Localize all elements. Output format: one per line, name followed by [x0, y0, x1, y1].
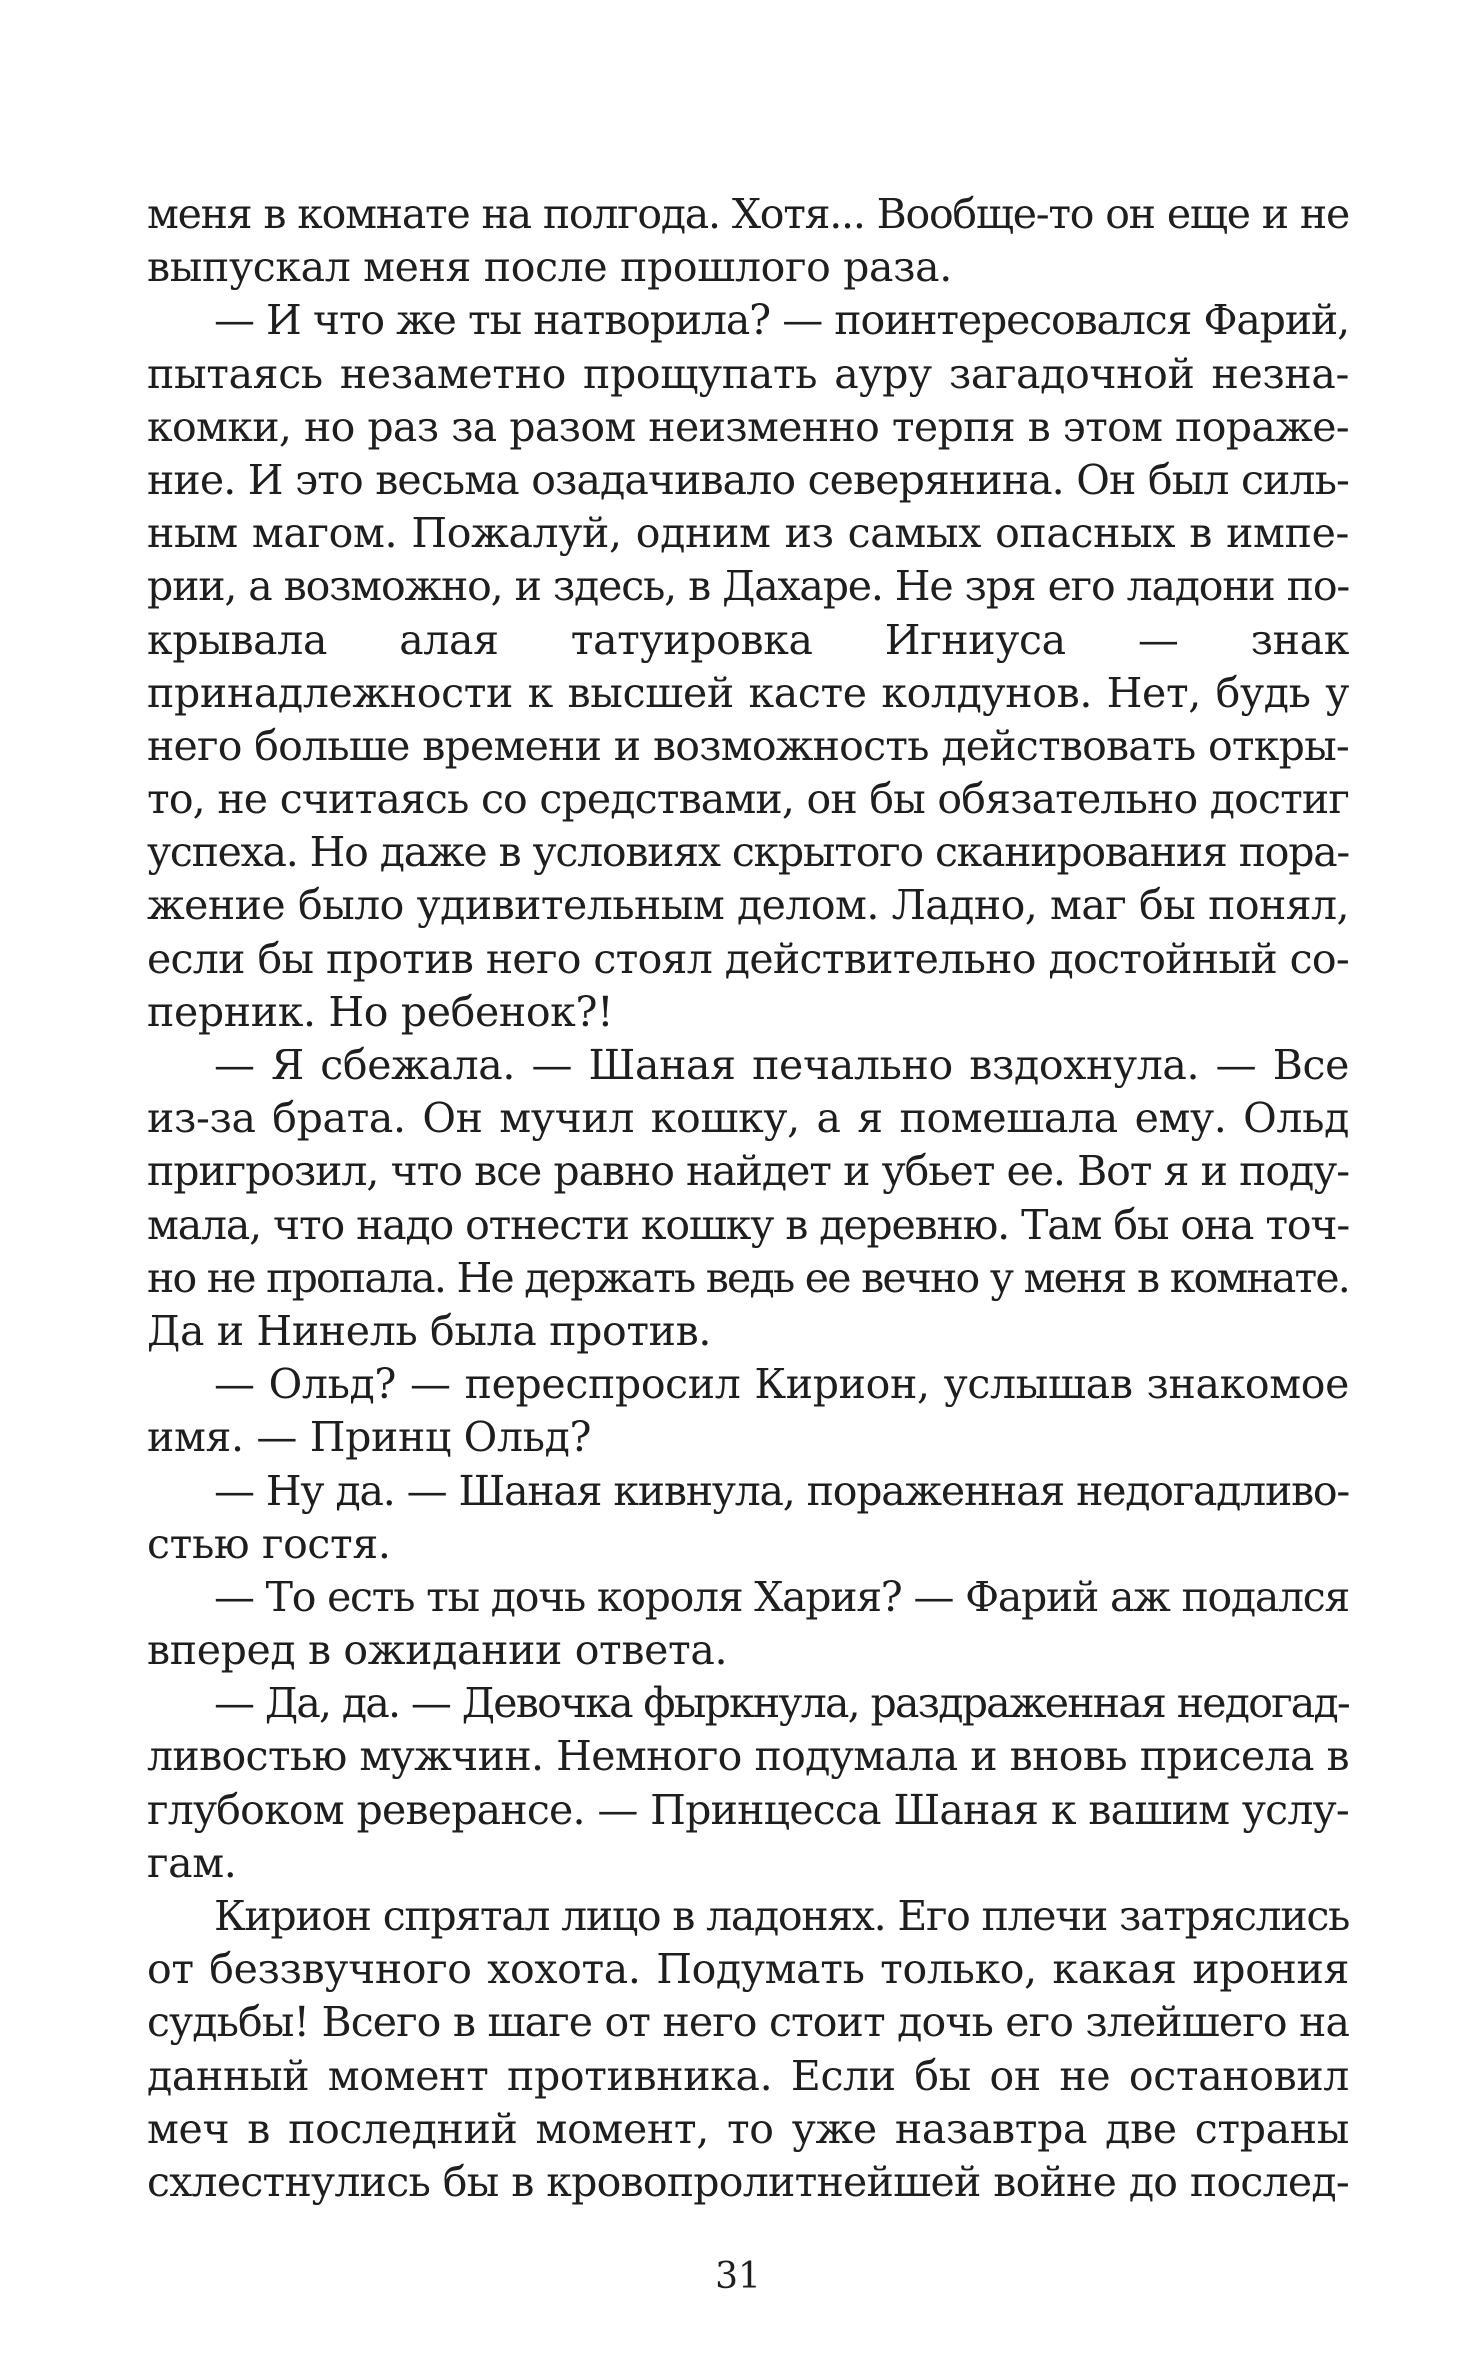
text-line: — Я сбежала. — Шаная печально вздохнула. — Все	[214, 1041, 1349, 1089]
text-line: вперед в ожидании ответа.	[147, 1626, 728, 1675]
text-line: перник. Но ребенок?!	[147, 987, 614, 1036]
text-line: имя. — Принц Ольд?	[147, 1413, 592, 1462]
text-line: ливостью мужчин. Немного подумала и вновь присела в	[147, 1732, 1349, 1781]
text-line: то, не считаясь со средствами, он бы обязательно достиг	[147, 775, 1349, 824]
text-line: гам.	[147, 1838, 237, 1887]
text-line: меня в комнате на полгода. Хотя... Вообще-то он еще и не	[147, 190, 1349, 238]
text-line: жение было удивительным делом. Ладно, маг бы понял,	[147, 881, 1349, 930]
text-line: ным магом. Пожалуй, одним из самых опасных в импе-	[147, 509, 1349, 558]
text-line: мала, что надо отнести кошку в деревню. Там бы она точ-	[147, 1200, 1349, 1249]
text-line: Да и Нинель была против.	[147, 1306, 712, 1355]
page-number: 31	[715, 2256, 761, 2297]
text-line: — Ну да. — Шаная кивнула, пораженная недогадливо-	[214, 1466, 1349, 1515]
text-line: — Да, да. — Девочка фыркнула, раздраженная недогад-	[214, 1679, 1349, 1728]
text-line: — Ольд? — переспросил Кирион, услышав знакомое	[214, 1360, 1349, 1409]
text-line: глубоком реверансе. — Принцесса Шаная к вашим услу-	[147, 1785, 1349, 1834]
book-page-text	[147, 188, 1349, 2209]
text-line: схлестнулись бы в кровопролитнейшей войне до послед-	[147, 2157, 1349, 2206]
text-line: ние. И это весьма озадачивало северянина. Он был силь-	[147, 455, 1349, 504]
text-line: меч в последний момент, то уже назавтра две страны	[147, 2104, 1349, 2153]
text-line: рии, а возможно, и здесь, в Дахаре. Не зря его ладони по-	[147, 562, 1349, 611]
text-line: комки, но раз за разом неизменно терпя в этом пораже-	[147, 402, 1349, 451]
text-line: от беззвучного хохота. Подумать только, какая ирония	[147, 1945, 1349, 1994]
text-line: пытаясь незаметно прощупать ауру загадочной незна-	[147, 349, 1349, 398]
text-line: из-за брата. Он мучил кошку, а я помешала ему. Ольд	[147, 1094, 1349, 1143]
text-line: него больше времени и возможность действовать откры-	[147, 721, 1349, 770]
text-line: — То есть ты дочь короля Хария? — Фарий аж подался	[214, 1572, 1349, 1621]
text-line: но не пропала. Не держать ведь ее вечно у меня в комнате.	[147, 1253, 1349, 1302]
text-line: пригрозил, что все равно найдет и убьет ее. Вот я и поду-	[147, 1147, 1349, 1196]
text-line: судьбы! Всего в шаге от него стоит дочь его злейшего на	[147, 1998, 1349, 2047]
text-line: стью гостя.	[147, 1519, 391, 1568]
text-line: — И что же ты натворила? — поинтересовался Фарий,	[214, 296, 1349, 345]
text-line: Кирион спрятал лицо в ладонях. Его плечи затряслись	[214, 1892, 1349, 1940]
text-line: принадлежности к высшей касте колдунов. Нет, будь у	[147, 668, 1349, 717]
text-line: данный момент противника. Если бы он не остановил	[147, 2051, 1349, 2100]
text-line: успеха. Но даже в условиях скрытого сканирования пора-	[147, 828, 1349, 877]
text-line: выпускал меня после прошлого раза.	[147, 243, 952, 292]
text-line: крывала алая татуировка Игниуса — знак	[147, 615, 1349, 664]
text-line: если бы против него стоял действительно достойный со-	[147, 934, 1349, 983]
